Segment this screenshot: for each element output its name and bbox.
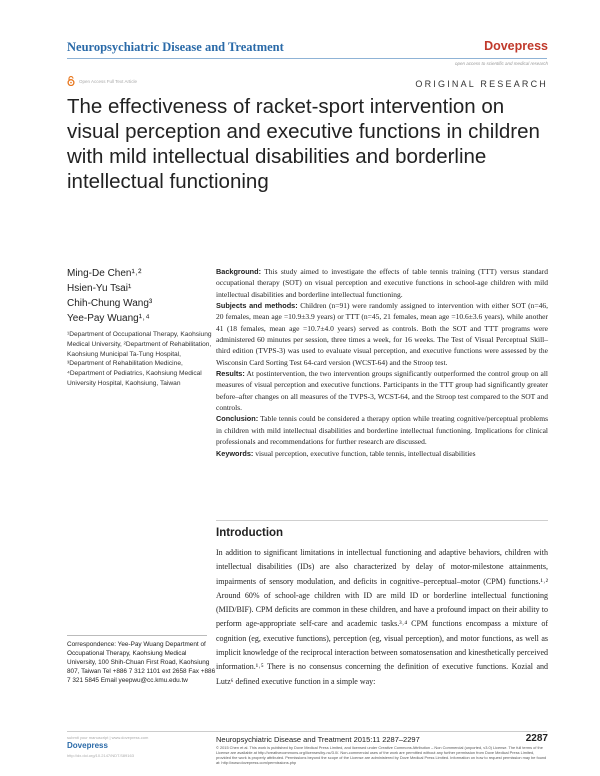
citation: Neuropsychiatric Disease and Treatment 2015:11 2287–2297 <box>216 735 420 744</box>
article-title: The effectiveness of racket-sport intervention on visual perception and executive functions in children with mild intellectual disabilities and borderline intellectual functioning <box>67 95 540 193</box>
abstract-background <box>216 266 548 300</box>
abstract-conclusion <box>216 413 548 447</box>
abstract-label: Keywords: <box>216 448 254 458</box>
section-heading: Introduction <box>216 527 284 539</box>
license-text: © 2015 Chen et al. This work is published by Dove Medical Press Limited, and licensed under Creative Commons Attribution – Non Commercial (unported, v3.0) License. The full terms of the License are available at http://creativecommons.org/licenses/by-nc/3.0/. Non-commercial uses of the work are permitted without any further permission from Dove Medical Press Limited, provided the work is properly attributed. Permissions beyond the scope of the License are administered by Dove Medical Press Limited. Information on how to request permission may be found at: http://www.dovepress.com/permissions.php <box>216 745 547 765</box>
open-access-label: Open Access Full Text Article <box>79 78 137 84</box>
section-label: ORIGINAL RESEARCH <box>415 79 548 89</box>
abstract-text: Table tennis could be considered a therapy option while treating cognitive/perceptual problems in children with mild intellectual disabilities and borderline intellectual functioning. Implications for clinical professionals and recommendations for further research are discussed. <box>216 414 548 447</box>
abstract-methods <box>216 300 548 368</box>
affiliations: ¹Department of Occupational Therapy, Kaohsiung Medical University, ²Department of Rehabilitation, Kaohsiung Municipal Ta-Tung Hospital, ³Department of Rehabilitation Medicine, ⁴Department of Pediatrics, Kaohsiung Medical University Hospital, Kaohsiung, Taiwan <box>67 331 212 387</box>
keywords-text: visual perception, executive function, table tennis, intellectual disabilities <box>255 448 476 458</box>
open-access-badge <box>67 76 137 86</box>
abstract-label: Conclusion: <box>216 414 259 424</box>
publisher-tagline: open access to scientific and medical research <box>454 61 548 66</box>
journal-name[interactable]: Neuropsychiatric Disease and Treatment <box>67 40 284 54</box>
footer-publisher-logo[interactable]: Dovepress <box>67 741 108 750</box>
footer-divider <box>67 731 547 732</box>
correspondence-divider <box>67 635 207 636</box>
abstract-text: This study aimed to investigate the effects of table tennis training (TTT) versus standard occupational therapy (SOT) on visual perception and executive functions in school-age children with mild intellectual disabilities and borderline intellectual functioning. <box>216 267 548 299</box>
abstract-divider <box>216 520 548 521</box>
author-list <box>67 266 217 326</box>
author-name[interactable]: Hsien-Yu Tsai¹ <box>67 283 132 294</box>
page-number: 2287 <box>525 733 548 744</box>
correspondence: Correspondence: Yee-Pay Wuang Department of Occupational Therapy, Kaohsiung Medical University, 100 Shih-Chuan First Road, Kaohsiung 807, Taiwan Tel +886 7 312 1101 ext 2658 Fax +886 7 321 5845 Email yeepwu@cc.kmu.edu.tw <box>67 641 216 684</box>
abstract-label: Subjects and methods: <box>216 301 298 311</box>
author-name[interactable]: Ming-De Chen¹˒² <box>67 268 142 279</box>
publisher-logo[interactable]: Dovepress <box>484 39 548 53</box>
abstract-keywords <box>216 448 548 459</box>
submit-manuscript-link[interactable]: submit your manuscript | www.dovepress.com <box>67 735 149 740</box>
author-name[interactable]: Yee-Pay Wuang¹˒⁴ <box>67 313 150 324</box>
introduction-text: In addition to significant limitations in intellectual functioning and adaptive behaviors, children with intellectual disabilities (IDs) are also characterized by delay of motor-milestone attainments, impairments of sensory modulation, and deficits in cognitive–perceptual–motor (CPM) functions.¹˒² Around 60% of school-age children with ID are mild ID or borderline intellectual functioning (MID/BIF). CPM deficits are common in these children, and have a profound impact on their ability to perform age-appropriate self-care and academic tasks.³˒⁴ CPM functions encompass a mixture of cognition (eg, executive functions), perception (eg, visual perception), and motor functions, as well as implicit knowledge of the reciprocal interaction between somatosensation and kinesthetically perceived information.¹˒⁵ There is no consensus concerning the definition of executive functions. Kozial and Lutz⁶ defined executive function in a simple way: <box>216 548 548 686</box>
abstract-text: At postintervention, the two intervention groups significantly outperformed the control group on all measures of visual perception and executive functions. Participants in the TTT group had significantly greater before–after changes on all measures of the TVPS-3, WCST-64, and the Stroop test compared to the SOT and controls. <box>216 369 548 413</box>
abstract <box>216 266 548 459</box>
doi-link[interactable]: http://dx.doi.org/10.2147/NDT.S89163 <box>67 753 134 758</box>
abstract-text: Children (n=91) were randomly assigned to intervention with either SOT (n=46, 20 females, mean age =10.9±3.9 years) or TTT (n=45, 21 females, mean age =10.6±3.6 years), while another 41 (18 females, mean age =10.7±4.0 years) served as controls. Both the SOT and TTT programs were administered 60 minutes per session, three times a week, for 16 weeks. The Test of Visual Perceptual Skill–third edition (TVPS-3) was used to evaluate visual perception, and executive functions were assessed by the Wisconsin Card Sorting Test 64-card version (WCST-64) and the Stroop test. <box>216 301 548 367</box>
header-divider <box>67 58 547 59</box>
abstract-label: Background: <box>216 267 261 276</box>
author-name[interactable]: Chih-Chung Wang³ <box>67 298 153 309</box>
open-access-lock-icon <box>67 76 75 86</box>
abstract-label: Results: <box>216 369 245 379</box>
abstract-results <box>216 368 548 413</box>
